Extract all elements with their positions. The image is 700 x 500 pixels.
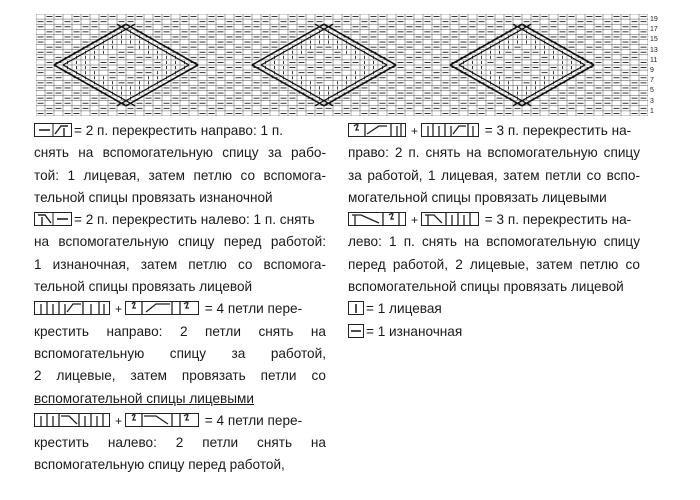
cross-4-left-symbol-b <box>125 413 199 427</box>
legend-line: снять на вспомогательную спицу за рабо- <box>34 145 326 161</box>
cross-right-purl-symbol <box>34 123 72 137</box>
legend-line: перед работой, 2 лицевые, затем петлю со <box>348 256 640 272</box>
row-number: 7 <box>650 77 654 85</box>
legend-line: лево: 1 п. снять на вспомогательную спицу <box>348 234 640 250</box>
legend-entry-cross-right-2: = 2 п. перекрестить направо: 1 п. <box>34 120 326 142</box>
cross-3-right-symbol-a <box>348 123 406 137</box>
knit-symbol <box>348 301 364 315</box>
cross-3-right-symbol-b <box>421 123 479 137</box>
row-number: 17 <box>650 26 658 34</box>
legend-line: той: 1 лицевая, затем петлю со вспомога- <box>34 167 326 183</box>
row-number: 13 <box>650 46 658 54</box>
legend-right-column <box>348 120 640 343</box>
legend-line: право: 2 п. снять на вспомогательную спицу <box>348 145 640 161</box>
legend-line: вспомогательной спицы лицевыми <box>34 390 254 406</box>
legend-entry-cross-right-4: + = 4 петли пере- <box>34 298 326 320</box>
legend-entry-knit: = 1 лицевая <box>348 298 640 320</box>
legend-entry-cross-right-3: + = 3 п. перекрестить на- <box>348 120 640 142</box>
legend-line: вспомогательную спицу перед работой, <box>34 457 285 473</box>
cross-left-purl-symbol <box>34 212 72 226</box>
chart-grid <box>36 14 648 116</box>
legend-line: могательной спицы провязать лицевыми <box>348 189 607 205</box>
legend-line: вспомогательной спицы провязать лицевой <box>348 279 624 295</box>
legend-entry-purl: = 1 изнаночная <box>348 321 640 343</box>
row-number: 15 <box>650 36 658 44</box>
legend-line: крестить налево: 2 петли снять на <box>34 435 326 451</box>
cross-3-left-symbol-b <box>421 212 479 226</box>
knitting-chart <box>36 14 648 116</box>
purl-symbol <box>348 324 364 338</box>
legend-entry-cross-left-3: + = 3 п. перекрестить на- <box>348 209 640 231</box>
row-number: 11 <box>650 56 658 64</box>
row-number: 3 <box>650 97 654 105</box>
legend-line: 1 изнаночная, затем петлю со вспомога- <box>34 256 326 272</box>
legend-line: крестить направо: 2 петли снять на <box>34 323 326 339</box>
legend-line: тельной спицы провязать изнаночной <box>34 189 273 205</box>
row-number: 19 <box>650 16 658 23</box>
row-number: 1 <box>650 107 654 115</box>
legend-entry-cross-left-4: + = 4 петли пере- <box>34 410 326 432</box>
cross-4-right-symbol-b <box>125 301 199 315</box>
legend-line: вспомогательную спицу за работой, <box>34 345 326 361</box>
row-number: 9 <box>650 67 654 74</box>
legend-entry-cross-left-2: = 2 п. перекрестить налево: 1 п. снять <box>34 209 326 231</box>
legend-line: тельной спицы провязать лицевой <box>34 279 253 295</box>
row-number: 5 <box>650 87 654 95</box>
legend-line: 2 лицевые, затем провязать петли со <box>34 368 326 384</box>
cross-3-left-symbol-a <box>348 212 406 226</box>
legend-line: за работой, 1 лицевая, затем петли со вспо- <box>348 167 640 183</box>
cross-4-left-symbol-a <box>34 413 110 427</box>
cross-4-right-symbol-a <box>34 301 110 315</box>
legend-line: на вспомогательную спицу перед работой: <box>34 234 326 250</box>
legend-left-column <box>34 120 326 477</box>
